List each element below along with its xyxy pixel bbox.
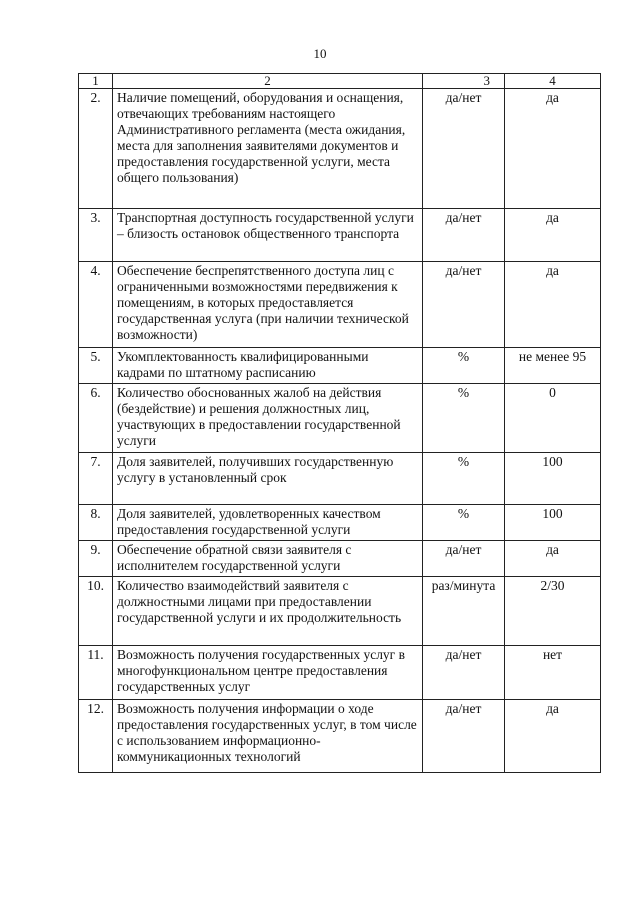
table-row — [79, 262, 601, 348]
table-row — [79, 384, 601, 453]
row-number: 5. — [79, 348, 113, 384]
row-value: да — [505, 262, 601, 348]
header-col-1: 1 — [79, 74, 113, 89]
row-description: Обеспечение беспрепятственного доступа лиц с ограниченными возможностями передвижения к помещениям, в которых предоставляется государственная услуга (при наличии технической возможности) — [113, 262, 423, 348]
table-row — [79, 348, 601, 384]
table-row — [79, 700, 601, 773]
row-description: Возможность получения государственных услуг в многофункциональном центре предоставления государственных услуг — [113, 646, 423, 700]
table-header-row — [79, 74, 601, 89]
header-col-2: 2 — [113, 74, 423, 89]
row-unit: да/нет — [423, 209, 505, 262]
table-row — [79, 646, 601, 700]
row-unit: раз/минута — [423, 577, 505, 646]
row-description: Количество взаимодействий заявителя с должностными лицами при предоставлении государственной услуги и их продолжительность — [113, 577, 423, 646]
header-col-3: 3 — [423, 74, 505, 89]
page-number: 10 — [313, 46, 327, 61]
row-number: 7. — [79, 453, 113, 505]
row-value: 2/30 — [505, 577, 601, 646]
row-description: Доля заявителей, получивших государственную услугу в установленный срок — [113, 453, 423, 505]
row-number: 9. — [79, 541, 113, 577]
row-number: 2. — [79, 89, 113, 209]
row-number: 3. — [79, 209, 113, 262]
row-value: не менее 95 — [505, 348, 601, 384]
header-col-4: 4 — [505, 74, 601, 89]
row-value: 0 — [505, 384, 601, 453]
row-unit: % — [423, 505, 505, 541]
row-unit: % — [423, 384, 505, 453]
row-number: 12. — [79, 700, 113, 773]
table-row — [79, 541, 601, 577]
row-value: нет — [505, 646, 601, 700]
row-unit: да/нет — [423, 262, 505, 348]
row-number: 8. — [79, 505, 113, 541]
row-unit: да/нет — [423, 646, 505, 700]
table-row — [79, 505, 601, 541]
row-unit: да/нет — [423, 700, 505, 773]
table-row — [79, 453, 601, 505]
row-number: 6. — [79, 384, 113, 453]
row-unit: % — [423, 348, 505, 384]
row-number: 11. — [79, 646, 113, 700]
table-row — [79, 577, 601, 646]
row-value: да — [505, 89, 601, 209]
row-description: Количество обоснованных жалоб на действия (бездействие) и решения должностных лиц, участвующих в предоставлении государственной услуги — [113, 384, 423, 453]
row-unit: да/нет — [423, 89, 505, 209]
indicators-table — [78, 73, 601, 773]
row-number: 4. — [79, 262, 113, 348]
row-description: Наличие помещений, оборудования и оснащения, отвечающих требованиям настоящего Административного регламента (места ожидания, места для заполнения заявителями документов и предоставления государственной услуги, места общего пользования) — [113, 89, 423, 209]
row-description: Возможность получения информации о ходе предоставления государственных услуг, в том числе с использованием информационно-коммуникационных технологий — [113, 700, 423, 773]
table-row — [79, 209, 601, 262]
row-unit: % — [423, 453, 505, 505]
table-row — [79, 89, 601, 209]
row-value: 100 — [505, 505, 601, 541]
row-value: да — [505, 541, 601, 577]
row-value: да — [505, 209, 601, 262]
row-number: 10. — [79, 577, 113, 646]
row-description: Транспортная доступность государственной услуги – близость остановок общественного транспорта — [113, 209, 423, 262]
row-description: Доля заявителей, удовлетворенных качеством предоставления государственной услуги — [113, 505, 423, 541]
row-value: 100 — [505, 453, 601, 505]
row-description: Обеспечение обратной связи заявителя с исполнителем государственной услуги — [113, 541, 423, 577]
row-unit: да/нет — [423, 541, 505, 577]
row-description: Укомплектованность квалифицированными кадрами по штатному расписанию — [113, 348, 423, 384]
row-value: да — [505, 700, 601, 773]
